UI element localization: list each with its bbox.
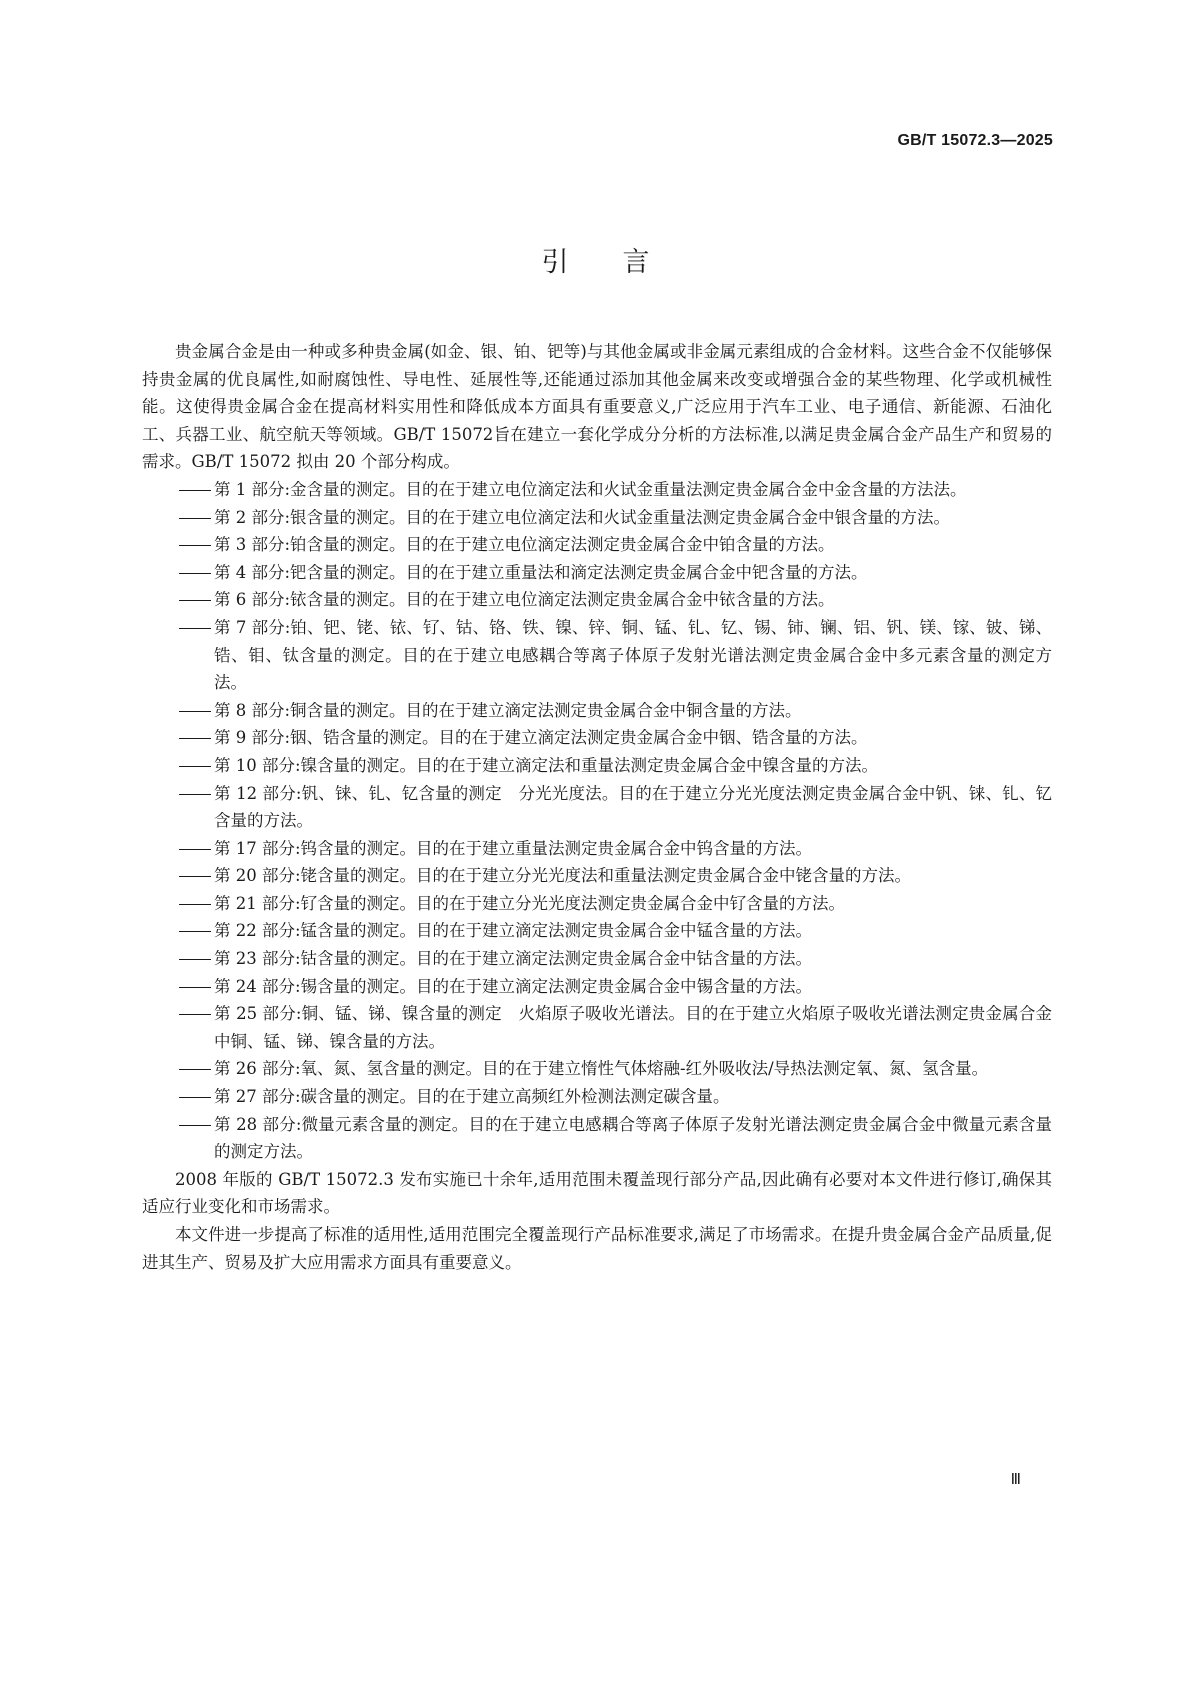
part-text: 第 17 部分:钨含量的测定。目的在于建立重量法测定贵金属合金中钨含量的方法。	[214, 838, 813, 858]
part-item	[142, 586, 1052, 614]
part-item	[142, 1055, 1052, 1083]
part-item	[142, 1083, 1052, 1111]
part-text: 第 7 部分:铂、钯、铑、铱、钌、钴、铬、铁、镍、锌、铜、锰、钆、钇、锡、铈、镧、铝、钒、镁、镓、铍、锑、锆、钼、钛含量的测定。目的在于建立电感耦合等离子体原子发射光谱法测定贵金属合金中多元素含量的测定方法。	[214, 617, 1052, 693]
part-item	[142, 724, 1052, 752]
part-text: 第 22 部分:锰含量的测定。目的在于建立滴定法测定贵金属合金中锰含量的方法。	[214, 921, 813, 941]
part-text: 第 26 部分:氧、氮、氢含量的测定。目的在于建立惰性气体熔融-红外吸收法/导热法测定氧、氮、氢含量。	[214, 1059, 989, 1079]
part-item	[142, 476, 1052, 504]
part-text: 第 3 部分:铂含量的测定。目的在于建立电位滴定法测定贵金属合金中铂含量的方法。	[214, 535, 835, 555]
page-title: 引言	[541, 247, 704, 278]
part-item	[142, 862, 1052, 890]
significance-paragraph: 本文件进一步提高了标准的适用性,适用范围完全覆盖现行产品标准要求,满足了市场需求。在提升贵金属合金产品质量,促进其生产、贸易及扩大应用需求方面具有重要意义。	[142, 1225, 1052, 1272]
part-text: 第 8 部分:铜含量的测定。目的在于建立滴定法测定贵金属合金中铜含量的方法。	[214, 700, 802, 720]
part-text: 第 20 部分:铑含量的测定。目的在于建立分光光度法和重量法测定贵金属合金中铑含量的方法。	[214, 866, 912, 886]
part-text: 第 1 部分:金含量的测定。目的在于建立电位滴定法和火试金重量法测定贵金属合金中金含量的方法法。	[214, 479, 967, 499]
part-text: 第 23 部分:钴含量的测定。目的在于建立滴定法测定贵金属合金中钴含量的方法。	[214, 949, 813, 969]
part-item	[142, 973, 1052, 1001]
part-item	[142, 504, 1052, 532]
part-item	[142, 1000, 1052, 1055]
part-text: 第 2 部分:银含量的测定。目的在于建立电位滴定法和火试金重量法测定贵金属合金中银含量的方法。	[214, 507, 951, 527]
part-item	[142, 559, 1052, 587]
part-text: 第 10 部分:镍含量的测定。目的在于建立滴定法和重量法测定贵金属合金中镍含量的方法。	[214, 755, 879, 775]
part-text: 第 28 部分:微量元素含量的测定。目的在于建立电感耦合等离子体原子发射光谱法测定贵金属合金中微量元素含量的测定方法。	[214, 1114, 1052, 1162]
part-item	[142, 890, 1052, 918]
part-item	[142, 917, 1052, 945]
part-text: 第 21 部分:钌含量的测定。目的在于建立分光光度法测定贵金属合金中钌含量的方法。	[214, 893, 846, 913]
part-item	[142, 1111, 1052, 1166]
part-text: 第 12 部分:钒、铼、钆、钇含量的测定 分光光度法。目的在于建立分光光度法测定贵金属合金中钒、铼、钆、钇含量的方法。	[214, 783, 1052, 831]
parts-list	[142, 476, 1052, 1166]
part-text: 第 25 部分:铜、锰、锑、镍含量的测定 火焰原子吸收光谱法。目的在于建立火焰原子吸收光谱法测定贵金属合金中铜、锰、锑、镍含量的方法。	[214, 1004, 1052, 1051]
part-item	[142, 614, 1052, 697]
part-text: 第 4 部分:钯含量的测定。目的在于建立重量法和滴定法测定贵金属合金中钯含量的方法。	[214, 562, 868, 582]
part-item	[142, 780, 1052, 835]
part-item	[142, 531, 1052, 559]
document-body	[142, 338, 1052, 1276]
standard-code: GB/T 15072.3—2025	[897, 132, 1053, 149]
part-item	[142, 835, 1052, 863]
part-item	[142, 752, 1052, 780]
page-number: Ⅲ	[1010, 1472, 1021, 1488]
part-text: 第 6 部分:铱含量的测定。目的在于建立电位滴定法测定贵金属合金中铱含量的方法。	[214, 590, 835, 610]
part-text: 第 27 部分:碳含量的测定。目的在于建立高频红外检测法测定碳含量。	[214, 1087, 730, 1107]
revision-paragraph: 2008 年版的 GB/T 15072.3 发布实施已十余年,适用范围未覆盖现行部分产品,因此确有必要对本文件进行修订,确保其适应行业变化和市场需求。	[142, 1169, 1052, 1217]
part-text: 第 9 部分:铟、锆含量的测定。目的在于建立滴定法测定贵金属合金中铟、锆含量的方法。	[214, 728, 868, 748]
part-item	[142, 697, 1052, 725]
part-text: 第 24 部分:锡含量的测定。目的在于建立滴定法测定贵金属合金中锡含量的方法。	[214, 976, 813, 996]
part-item	[142, 945, 1052, 973]
intro-paragraph: 贵金属合金是由一种或多种贵金属(如金、银、铂、钯等)与其他金属或非金属元素组成的合金材料。这些合金不仅能够保持贵金属的优良属性,如耐腐蚀性、导电性、延展性等,还能通过添加其他金属来改变或增强合金的某些物理、化学或机械性能。这使得贵金属合金在提高材料实用性和降低成本方面具有重要意义,广泛应用于汽车工业、电子通信、新能源、石油化工、兵器工业、航空航天等领域。GB/T 15072旨在建立一套化学成分分析的方法标准,以满足贵金属合金产品生产和贸易的需求。GB/T 15072 拟由 20 个部分构成。	[142, 342, 1052, 472]
